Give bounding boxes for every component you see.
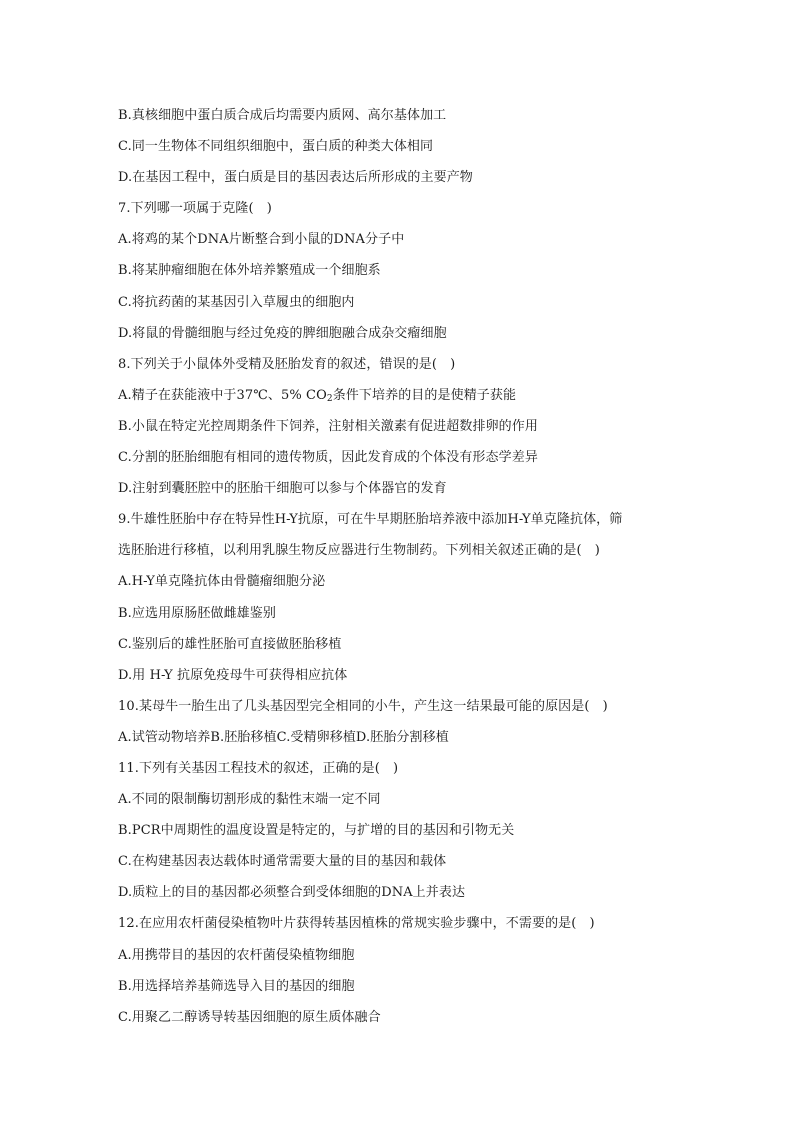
text-line: A.将鸡的某个DNA片断整合到小鼠的DNA分子中	[118, 232, 405, 248]
text-line: B.用选择培养基筛选导入目的基因的细胞	[118, 978, 355, 994]
text-line: D.将鼠的骨髓细胞与经过免疫的脾细胞融合成杂交瘤细胞	[118, 325, 447, 341]
text-segment: A.精子在获能液中于37℃、5% CO	[118, 387, 327, 403]
text-line: B.将某肿瘤细胞在体外培养繁殖成一个细胞系	[118, 263, 381, 279]
question-7-stem: 7.下列哪一项属于克隆( )	[118, 201, 272, 217]
text-line: C.鉴别后的雄性胚胎可直接做胚胎移植	[118, 636, 342, 652]
text-line: D.在基因工程中，蛋白质是目的基因表达后所形成的主要产物	[118, 170, 473, 186]
text-line: C.用聚乙二醇诱导转基因细胞的原生质体融合	[118, 1009, 381, 1025]
question-9-stem: 9.牛雄性胚胎中存在特异性H-Y抗原，可在牛早期胚胎培养液中添加H-Y单克隆抗体，筛	[118, 512, 623, 528]
text-line: A.不同的限制酶切割形成的黏性末端一定不同	[118, 792, 381, 808]
text-line: C.将抗药菌的某基因引入草履虫的细胞内	[118, 294, 355, 310]
text-line: D.质粒上的目的基因都必须整合到受体细胞的DNA上并表达	[118, 885, 466, 901]
text-line: D.注射到囊胚腔中的胚胎干细胞可以参与个体器官的发育	[118, 481, 447, 497]
text-line: A.H-Y单克隆抗体由骨髓瘤细胞分泌	[118, 574, 326, 590]
text-line: B.小鼠在特定光控周期条件下饲养，注射相关激素有促进超数排卵的作用	[118, 418, 538, 434]
question-9-stem-cont: 选胚胎进行移植，以利用乳腺生物反应器进行生物制药。下列相关叙述正确的是( )	[118, 543, 600, 559]
question-11-stem: 11.下列有关基因工程技术的叙述，正确的是( )	[118, 760, 399, 776]
text-line: D.用 H-Y 抗原免疫母牛可获得相应抗体	[118, 667, 348, 683]
text-segment: 条件下培养的目的是使精子获能	[332, 387, 517, 403]
text-line: C.分割的胚胎细胞有相同的遗传物质，因此发育成的个体没有形态学差异	[118, 450, 538, 466]
text-line: B.PCR中周期性的温度设置是特定的，与扩增的目的基因和引物无关	[118, 823, 515, 839]
subscript: 2	[326, 393, 333, 404]
question-text-block	[118, 100, 678, 1033]
question-8-stem: 8.下列关于小鼠体外受精及胚胎发育的叙述，错误的是( )	[118, 356, 456, 372]
text-line: A.试管动物培养B.胚胎移植C.受精卵移植D.胚胎分割移植	[118, 729, 449, 745]
text-line-with-subscript	[118, 380, 678, 411]
text-line: B.应选用原肠胚做雌雄鉴别	[118, 605, 276, 621]
question-10-stem: 10.某母牛一胎生出了几头基因型完全相同的小牛，产生这一结果最可能的原因是( )	[118, 698, 608, 714]
question-12-stem: 12.在应用农杆菌侵染植物叶片获得转基因植株的常规实验步骤中，不需要的是( )	[118, 916, 595, 932]
text-line: B.真核细胞中蛋白质合成后均需要内质网、高尔基体加工	[118, 108, 447, 123]
text-line: C.同一生物体不同组织细胞中，蛋白质的种类大体相同	[118, 139, 434, 155]
text-line: C.在构建基因表达载体时通常需要大量的目的基因和载体	[118, 854, 447, 870]
text-line: A.用携带目的基因的农杆菌侵染植物细胞	[118, 947, 355, 963]
